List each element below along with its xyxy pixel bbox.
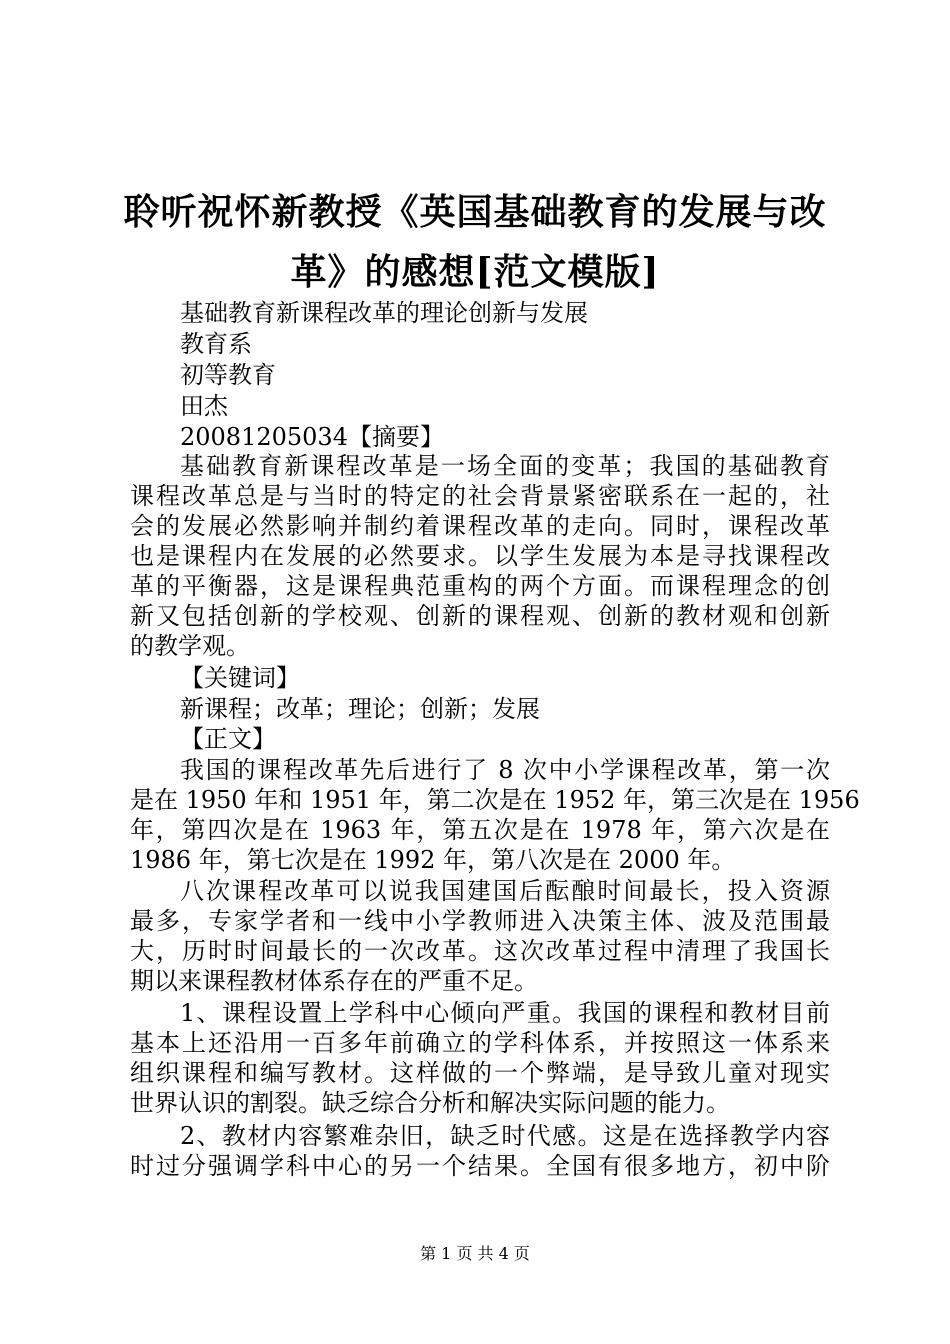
body-paragraph-3 <box>130 998 830 1118</box>
abstract-line: 革的平衡器，这是课程典范重构的两个方面。而课程理念的创 <box>130 572 830 600</box>
body-line: 大，历时时间最长的一次改革。这次改革过程中清理了我国长 <box>130 937 830 965</box>
body-line: 基本上还沿用一百多年前确立的学科体系，并按照这一体系来 <box>130 1029 830 1057</box>
body-line: 八次课程改革可以说我国建国后酝酿时间最长，投入资源 <box>180 877 830 905</box>
document-title-line-2: 革》的感想[范文模版] <box>290 251 660 293</box>
document-title-line-1: 聆听祝怀新教授《英国基础教育的发展与改 <box>123 191 827 233</box>
body-line: 是在 1950 年和 1951 年，第二次是在 1952 年，第三次是在 1956 <box>130 786 860 814</box>
body-line: 组织课程和编写教材。这样做的一个弊端，是导致儿童对现实 <box>130 1059 830 1087</box>
body-paragraph-1 <box>130 755 860 875</box>
author-name: 田杰 <box>180 392 228 420</box>
abstract-line: 的教学观。 <box>130 632 250 660</box>
abstract-line: 基础教育新课程改革是一场全面的变革；我国的基础教育 <box>180 452 830 480</box>
paper-subtitle: 基础教育新课程改革的理论创新与发展 <box>180 299 588 327</box>
author-department: 教育系 <box>180 330 252 358</box>
body-paragraph-4 <box>130 1121 830 1181</box>
body-label: 【正文】 <box>180 725 276 753</box>
abstract-line: 课程改革总是与当时的特定的社会背景紧密联系在一起的，社 <box>130 482 830 510</box>
abstract-paragraph <box>130 451 830 661</box>
body-line: 2、教材内容繁难杂旧，缺乏时代感。这是在选择教学内容 <box>180 1122 830 1150</box>
student-id-abstract-label: 20081205034【摘要】 <box>180 423 444 451</box>
abstract-line: 会的发展必然影响并制约着课程改革的走向。同时，课程改革 <box>130 512 830 540</box>
body-line: 年，第四次是在 1963 年，第五次是在 1978 年，第六次是在 <box>130 816 830 844</box>
body-line: 1、课程设置上学科中心倾向严重。我国的课程和教材目前 <box>180 999 830 1027</box>
body-line: 时过分强调学科中心的另一个结果。全国有很多地方，初中阶 <box>130 1152 830 1180</box>
body-line: 世界认识的割裂。缺乏综合分析和解决实际问题的能力。 <box>130 1089 730 1117</box>
author-major: 初等教育 <box>180 361 276 389</box>
keywords-label: 【关键词】 <box>180 664 300 692</box>
body-line: 1986 年，第七次是在 1992 年，第八次是在 2000 年。 <box>130 846 736 874</box>
abstract-line: 新又包括创新的学校观、创新的课程观、创新的教材观和创新 <box>130 602 830 630</box>
body-line: 最多，专家学者和一线中小学教师进入决策主体、波及范围最 <box>130 907 830 935</box>
page-number-footer: 第 1 页 共 4 页 <box>420 1244 530 1263</box>
keywords-value: 新课程；改革；理论；创新；发展 <box>180 695 540 723</box>
body-paragraph-2 <box>130 876 830 996</box>
body-line: 我国的课程改革先后进行了 8 次中小学课程改革，第一次 <box>180 756 830 784</box>
body-line: 期以来课程教材体系存在的严重不足。 <box>130 967 538 995</box>
abstract-line: 也是课程内在发展的必然要求。以学生发展为本是寻找课程改 <box>130 542 830 570</box>
